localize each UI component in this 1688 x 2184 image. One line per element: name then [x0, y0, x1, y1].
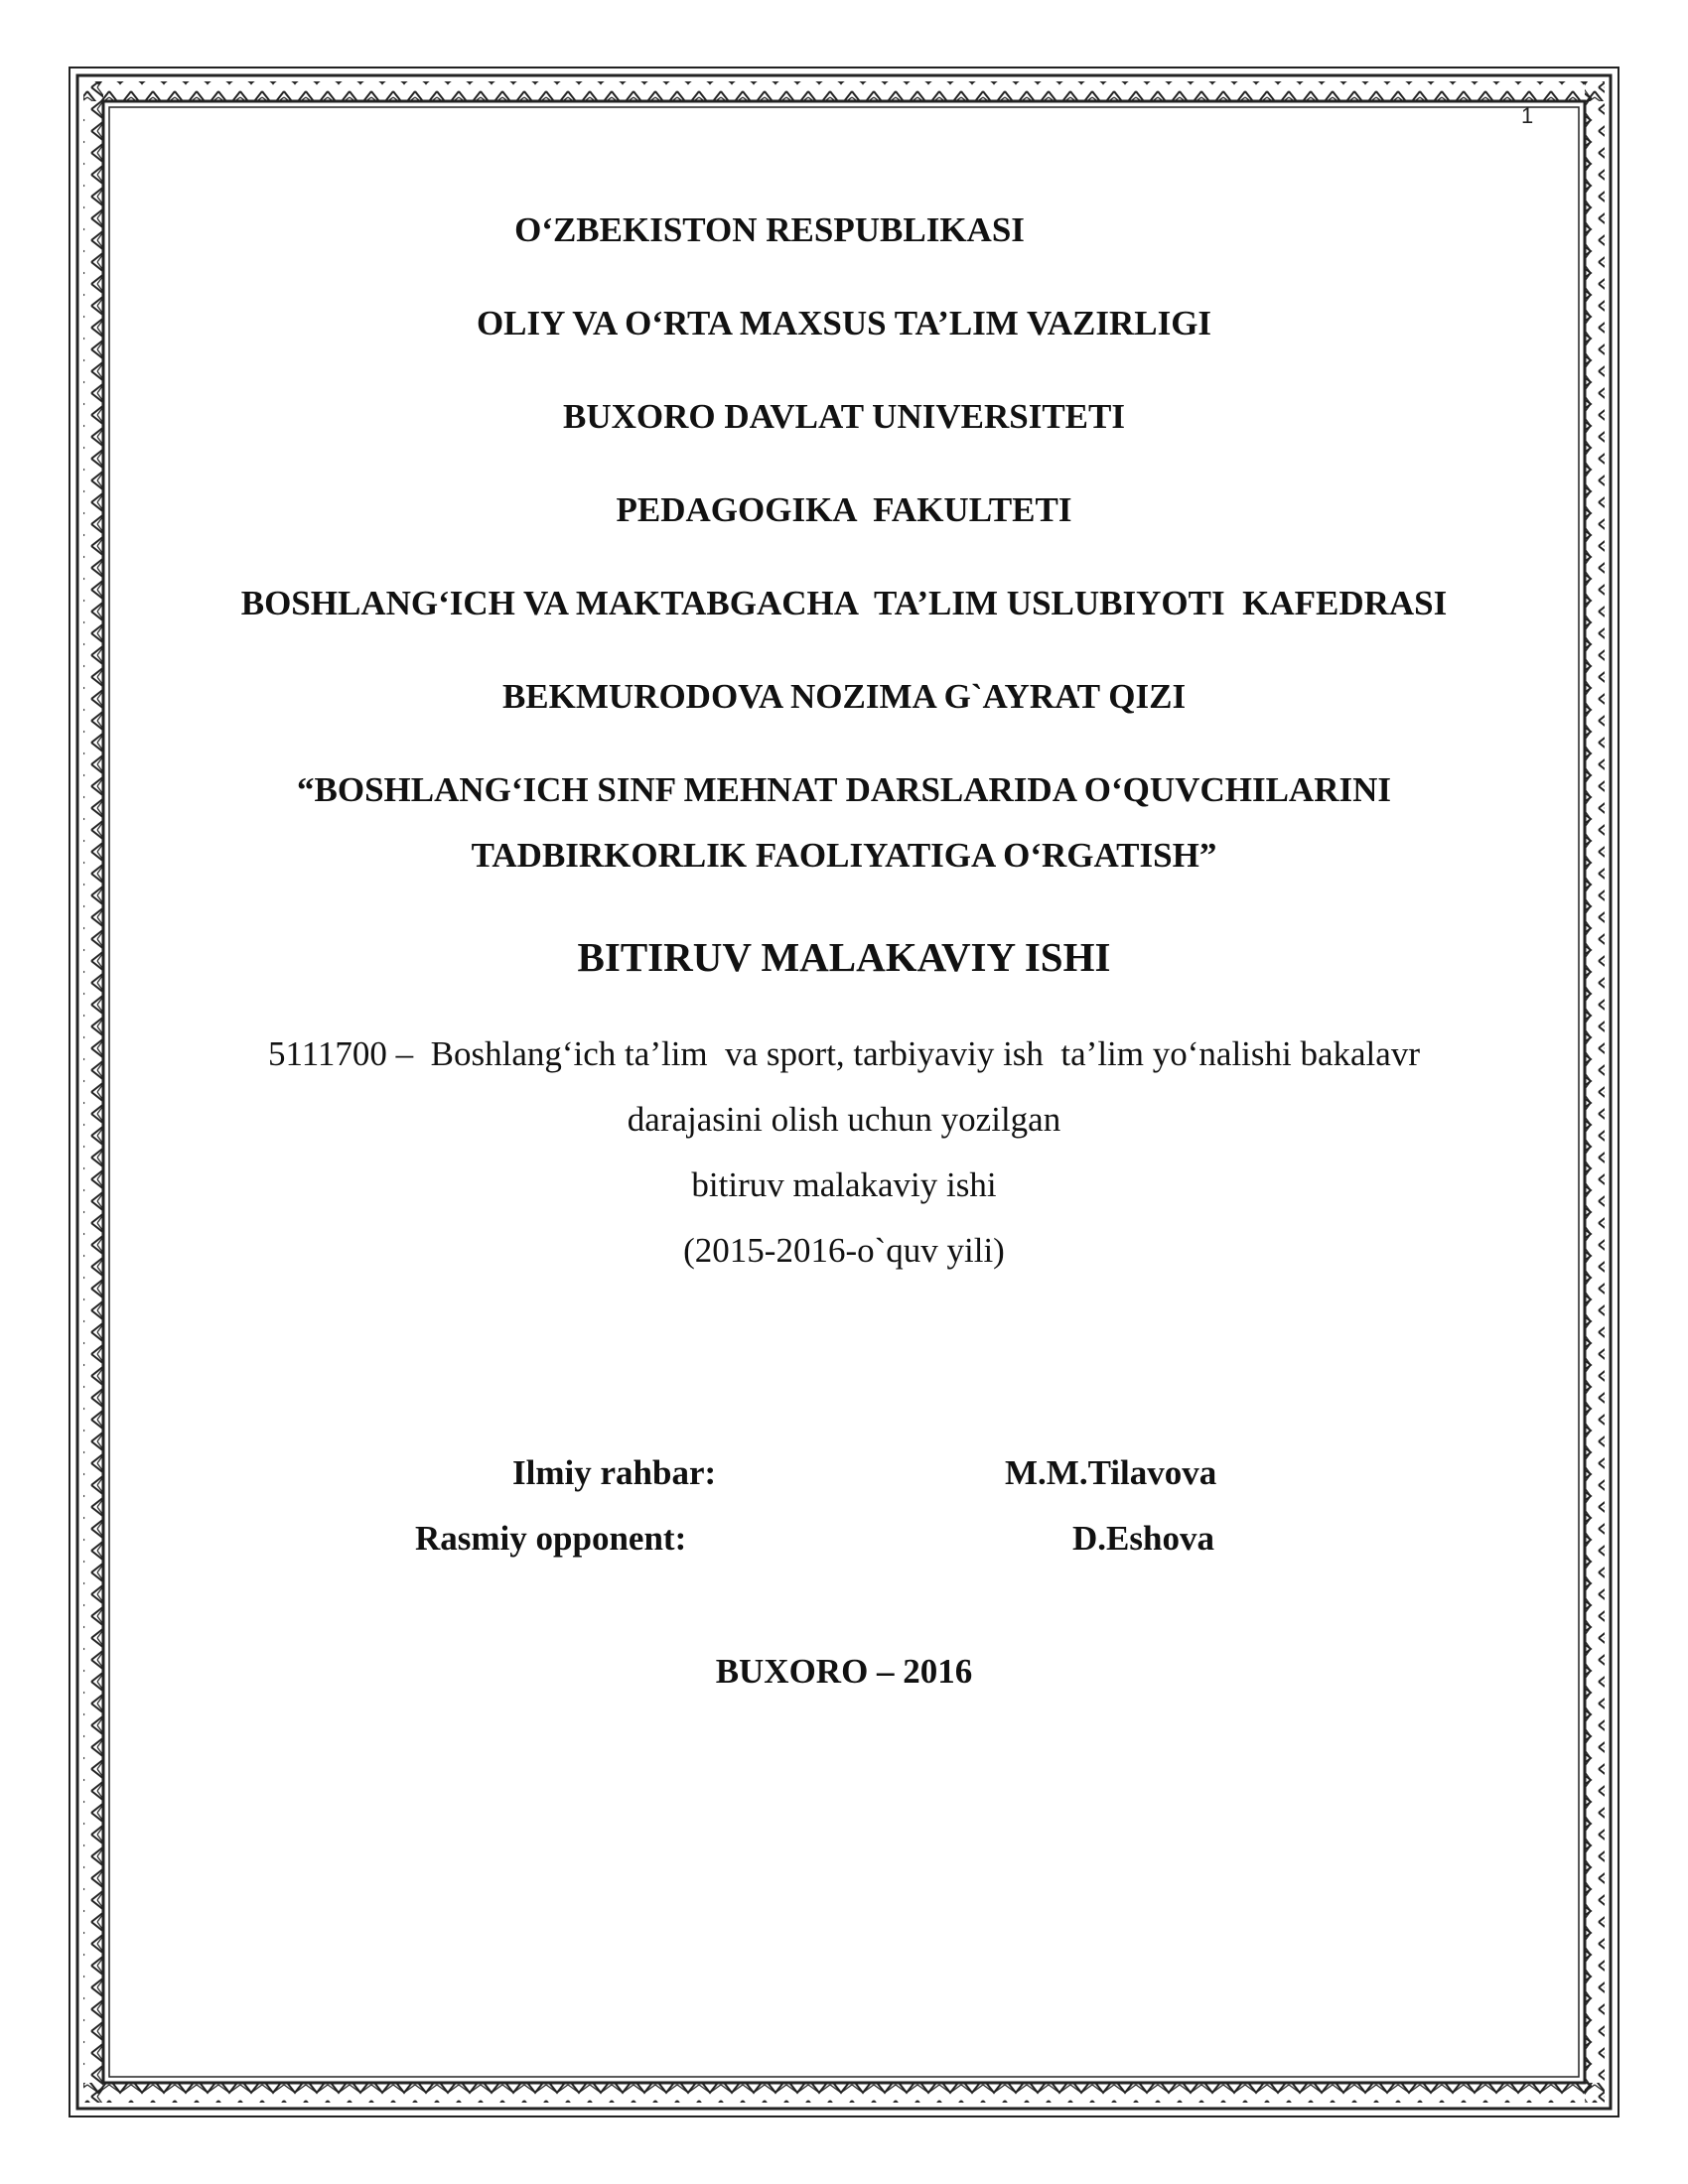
opponent-label: Rasmiy opponent: — [415, 1519, 687, 1558]
ministry-heading: OLIY VA O‘RTA MAXSUS TA’LIM VAZIRLIGI — [476, 304, 1212, 342]
faculty-heading: PEDAGOGIKA FAKULTETI — [616, 490, 1072, 529]
page-number: 1 — [1521, 103, 1534, 128]
city-year-footer: BUXORO – 2016 — [715, 1652, 973, 1691]
description-line1: 5111700 – Boshlang‘ich ta’lim va sport, tarbiyaviy ish ta’lim yo‘nalishi bakalavr — [268, 1034, 1420, 1073]
academic-year: (2015-2016-o`quv yili) — [683, 1231, 1005, 1270]
supervisor-label: Ilmiy rahbar: — [512, 1453, 717, 1492]
supervisor-name: M.M.Tilavova — [1005, 1453, 1217, 1492]
department-heading: BOSHLANG‘ICH VA MAKTABGACHA TA’LIM USLUBIYOTI KAFEDRASI — [240, 584, 1448, 622]
author-name: BEKMURODOVA NOZIMA G`AYRAT QIZI — [501, 677, 1187, 716]
republic-heading: O‘ZBEKISTON RESPUBLIKASI — [514, 210, 1025, 249]
description-line3: bitiruv malakaviy ishi — [691, 1165, 997, 1204]
description-line2: darajasini olish uchun yozilgan — [627, 1100, 1061, 1139]
thesis-title-line2: TADBIRKORLIK FAOLIYATIGA O‘RGATISH” — [471, 836, 1217, 875]
university-heading: BUXORO DAVLAT UNIVERSITETI — [563, 397, 1125, 436]
work-type-title: BITIRUV MALAKAVIY ISHI — [577, 934, 1111, 980]
thesis-title-line1: “BOSHLANG‘ICH SINF MEHNAT DARSLARIDA O‘QUVCHILARINI — [297, 770, 1391, 809]
opponent-name: D.Eshova — [1072, 1519, 1214, 1558]
